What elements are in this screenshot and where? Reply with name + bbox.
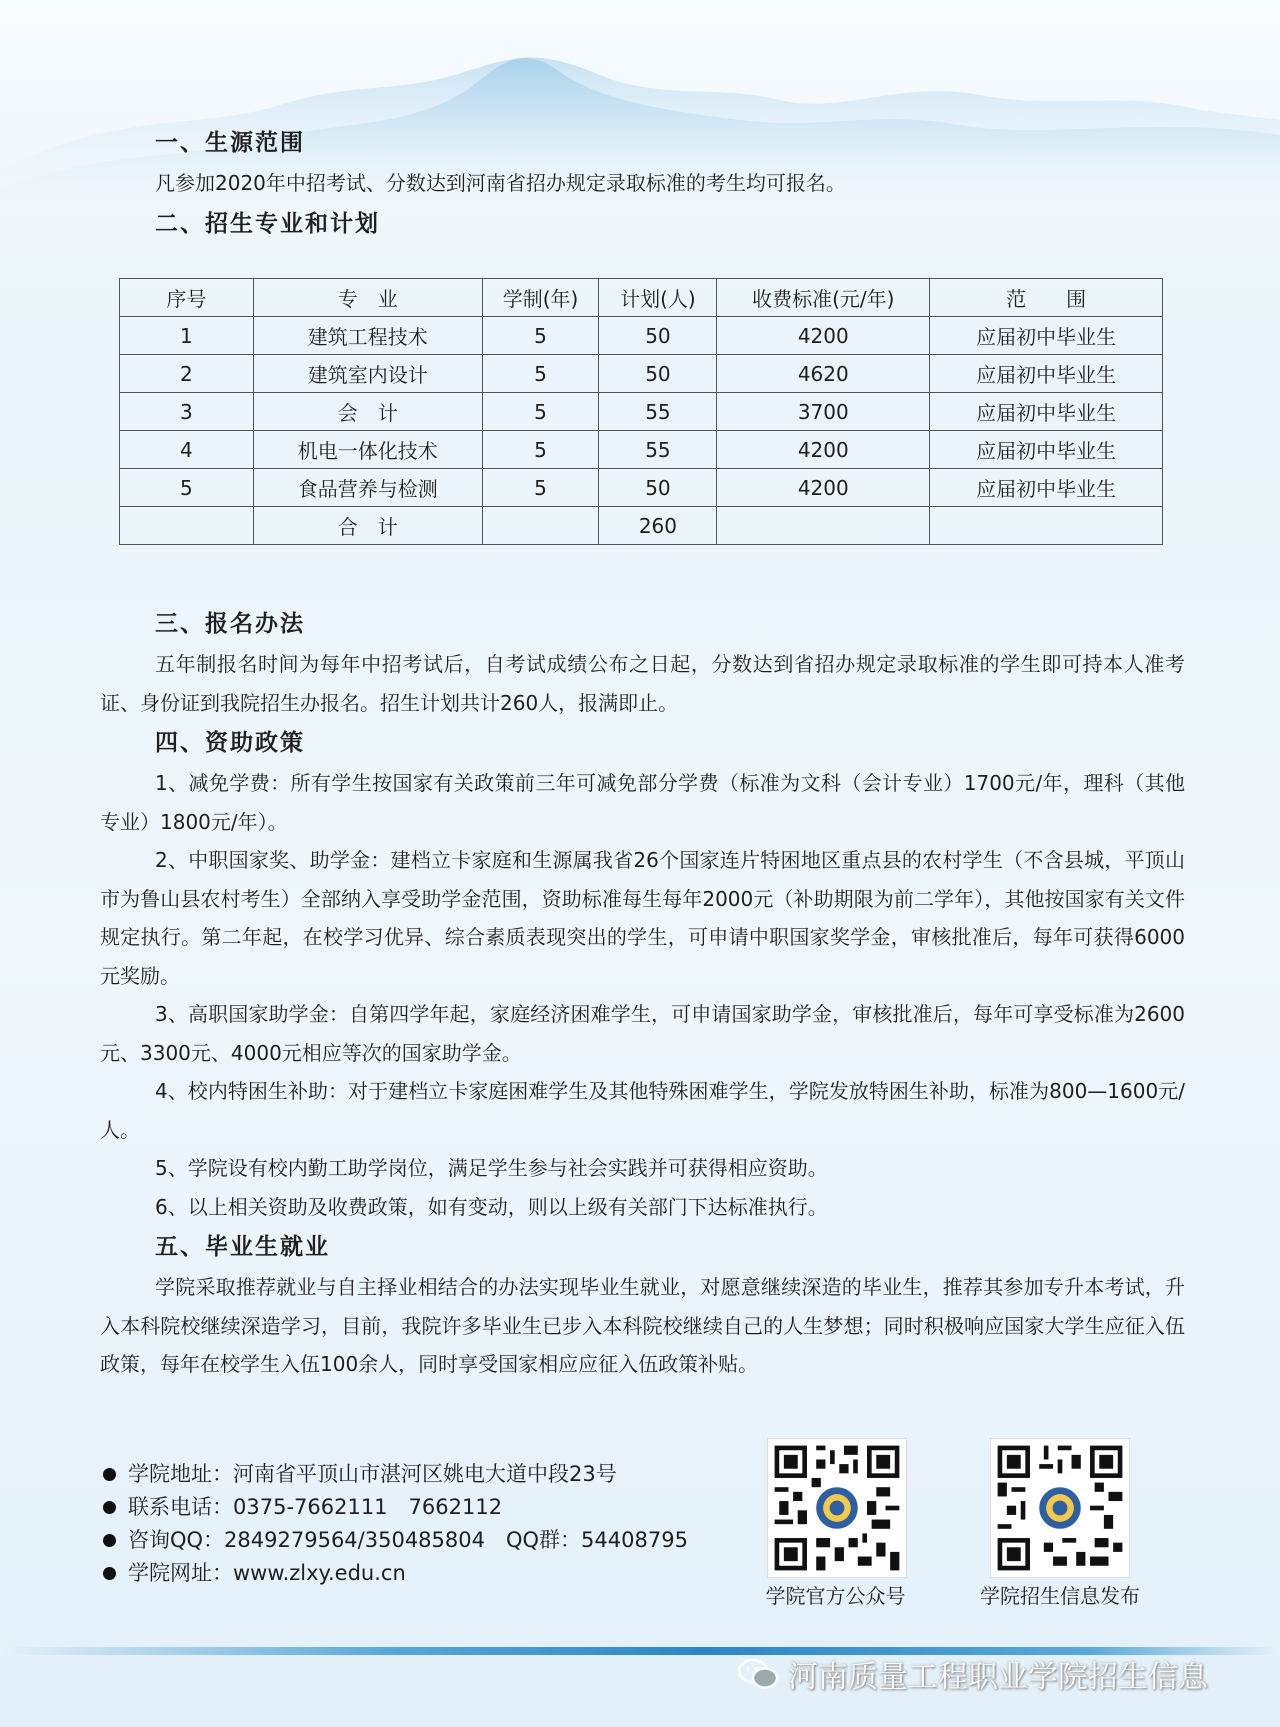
cell: 50 [599, 355, 717, 393]
section3-text: 五年制报名时间为每年中招考试后，自考试成绩公布之日起，分数达到省招办规定录取标准的学生即可持本人准考证、身份证到我院招生办报名。招生计划共计260人，报满即止。 [100, 652, 1185, 715]
table-row [120, 393, 1163, 431]
qr-code-icon [770, 1441, 904, 1575]
cell [930, 507, 1163, 545]
qr-code-icon [993, 1441, 1127, 1575]
cell: 4200 [717, 317, 930, 355]
qr-caption-official-account: 学院官方公众号 [765, 1584, 906, 1608]
cell: 4200 [717, 431, 930, 469]
cell [482, 507, 599, 545]
enrollment-plan-table [119, 278, 1163, 545]
policy-item: 5、学院设有校内勤工助学岗位，满足学生参与社会实践并可获得相应资助。 [155, 1156, 828, 1180]
qr-code-official-account[interactable] [768, 1439, 906, 1577]
cell: 55 [599, 393, 717, 431]
watermark-text: 河南质量工程职业学院招生信息 [788, 1660, 1208, 1695]
cell: 5 [482, 317, 599, 355]
document-body-lower [100, 603, 1185, 1384]
cell: 5 [120, 469, 254, 507]
header-major: 专 业 [253, 279, 482, 317]
cell: 应届初中毕业生 [930, 431, 1163, 469]
contact-qq: 咨询QQ：2849279564/350485804 QQ群：54408795 [103, 1524, 688, 1557]
table-row [120, 469, 1163, 507]
cell: 食品营养与检测 [253, 469, 482, 507]
section5-text: 学院采取推荐就业与自主择业相结合的办法实现毕业生就业，对愿意继续深造的毕业生，推荐其参加专升本考试，升入本科院校继续深造学习，目前，我院许多毕业生已步入本科院校继续自己的人生梦想；同时积极响应国家大学生应征入伍政策，每年在校学生入伍100余人，同时享受国家相应应征入伍政策补贴。 [100, 1275, 1185, 1376]
header-index: 序号 [120, 279, 254, 317]
header-duration: 学制(年) [482, 279, 599, 317]
policy-item: 3、高职国家助学金：自第四学年起，家庭经济困难学生，可申请国家助学金，审核批准后，每年可享受标准为2600元、3300元、4000元相应等次的国家助学金。 [100, 1002, 1185, 1065]
cell: 机电一体化技术 [253, 431, 482, 469]
total-label: 合 计 [253, 507, 482, 545]
wechat-icon [736, 1656, 780, 1692]
contact-phone: 联系电话：0375-7662111 7662112 [103, 1491, 688, 1524]
cell: 5 [482, 469, 599, 507]
cell: 应届初中毕业生 [930, 469, 1163, 507]
document-body [100, 122, 1185, 245]
table-row [120, 431, 1163, 469]
cell: 3700 [717, 393, 930, 431]
qr-caption-admission-info: 学院招生信息发布 [980, 1584, 1140, 1608]
cell [717, 507, 930, 545]
policy-item: 2、中职国家奖、助学金：建档立卡家庭和生源属我省26个国家连片特困地区重点县的农村学生（不含县城，平顶山市为鲁山县农村考生）全部纳入享受助学金范围，资助标准每生每年2000元（补助期限为前二学年），其他按国家有关文件规定执行。第二年起，在校学习优异、综合素质表现突出的学生，可申请中职国家奖学金，审核批准后，每年可获得6000元奖励。 [100, 848, 1185, 988]
cell: 5 [482, 431, 599, 469]
policy-item: 1、减免学费：所有学生按国家有关政策前三年可减免部分学费（标准为文科（会计专业）1700元/年，理科（其他专业）1800元/年）。 [100, 771, 1185, 834]
cell: 2 [120, 355, 254, 393]
table-row [120, 317, 1163, 355]
policy-item: 6、以上相关资助及收费政策，如有变动，则以上级有关部门下达标准执行。 [155, 1194, 828, 1219]
cell: 应届初中毕业生 [930, 317, 1163, 355]
cell [120, 507, 254, 545]
cell: 5 [482, 393, 599, 431]
cell: 应届初中毕业生 [930, 355, 1163, 393]
policy-item: 4、校内特困生补助：对于建档立卡家庭困难学生及其他特殊困难学生，学院发放特困生补助，标准为800—1600元/人。 [100, 1079, 1185, 1142]
cell: 建筑室内设计 [253, 355, 482, 393]
bullet-icon [103, 1567, 116, 1580]
total-plan: 260 [599, 507, 717, 545]
qr-code-admission-info[interactable] [991, 1439, 1129, 1577]
cell: 会 计 [253, 393, 482, 431]
cell: 4 [120, 431, 254, 469]
bullet-icon [103, 1468, 116, 1481]
table-total-row [120, 507, 1163, 545]
cell: 55 [599, 431, 717, 469]
cell: 4620 [717, 355, 930, 393]
header-scope: 范 围 [930, 279, 1163, 317]
cell: 5 [482, 355, 599, 393]
section2-heading: 二、招生专业和计划 [155, 210, 380, 237]
contact-website: 学院网址：www.zlxy.edu.cn [103, 1557, 688, 1590]
section1-text: 凡参加2020年中招考试、分数达到河南省招办规定录取标准的考生均可报名。 [155, 171, 846, 195]
section1-heading: 一、生源范围 [155, 130, 305, 156]
cell: 4200 [717, 469, 930, 507]
section4-heading: 四、资助政策 [155, 730, 305, 756]
table-row [120, 355, 1163, 393]
section5-heading: 五、毕业生就业 [155, 1234, 330, 1260]
wechat-watermark [736, 1652, 1208, 1696]
cell: 应届初中毕业生 [930, 393, 1163, 431]
cell: 50 [599, 469, 717, 507]
section3-heading: 三、报名办法 [155, 611, 305, 637]
bullet-icon [103, 1534, 116, 1547]
contact-address: 学院地址：河南省平顶山市湛河区姚电大道中段23号 [103, 1458, 688, 1491]
cell: 50 [599, 317, 717, 355]
header-plan: 计划(人) [599, 279, 717, 317]
cell: 3 [120, 393, 254, 431]
cell: 建筑工程技术 [253, 317, 482, 355]
contact-info [103, 1458, 688, 1590]
bullet-icon [103, 1501, 116, 1514]
cell: 1 [120, 317, 254, 355]
header-fee: 收费标准(元/年) [717, 279, 930, 317]
table-header-row [120, 279, 1163, 317]
